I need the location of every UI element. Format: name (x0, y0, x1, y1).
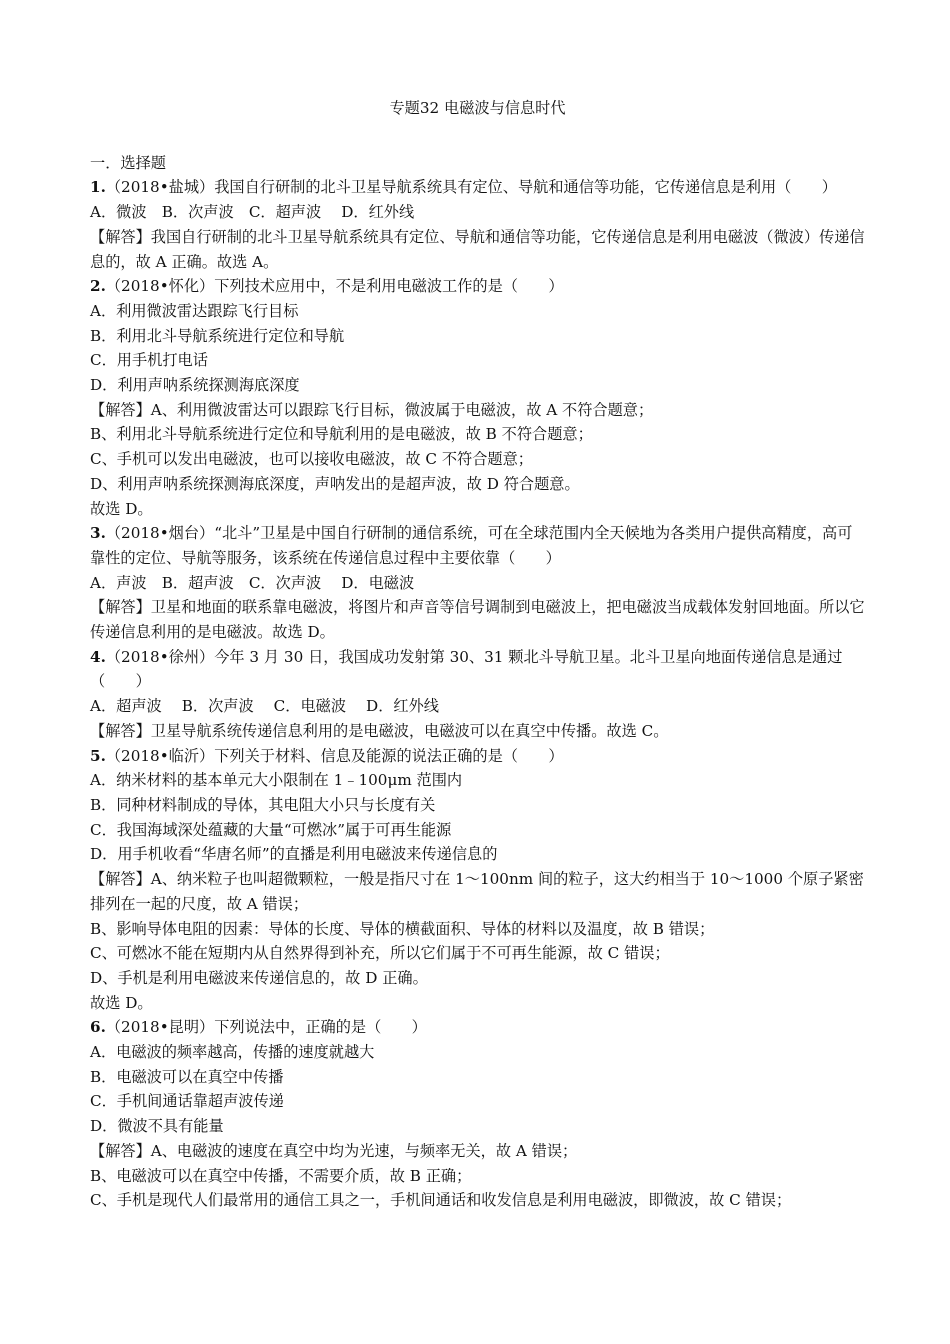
question-5-answer-c: C、可燃冰不能在短期内从自然界得到补充，所以它们属于不可再生能源，故 C 错误； (90, 944, 670, 963)
question-1-options: A．微波 B．次声波 C．超声波 D．红外线 (90, 203, 415, 222)
question-5-answer-a: 【解答】A、纳米粒子也叫超微颗粒，一般是指尺寸在 1～100nm 间的粒子，这大约相当于 10～1000 个原子紧密排列在一起的尺度，故 A 错误； (90, 870, 864, 913)
section-heading: 一．选择题 (90, 153, 166, 172)
document-title: 专题32 电磁波与信息时代 (389, 99, 566, 117)
question-1: 1.（2018•盐城）我国自行研制的北斗卫星导航系统具有定位、导航和通信等功能，它传递信息是利用（ ） (90, 178, 837, 197)
question-6-answer-a: 【解答】A、电磁波的速度在真空中均为光速，与频率无关，故 A 错误； (90, 1141, 578, 1160)
question-3: 3.（2018•烟台）“北斗”卫星是中国自行研制的通信系统，可在全球范围内全天候地为各类用户提供高精度，高可靠性的定位、导航等服务，该系统在传递信息过程中主要依靠（ ） (90, 524, 853, 567)
question-5-option-c: C．我国海域深处蕴藏的大量“可燃冰”属于可再生能源 (90, 820, 452, 839)
question-6-option-b: B．电磁波可以在真空中传播 (90, 1067, 284, 1086)
question-6-answer-b: B、电磁波可以在真空中传播，不需要介质，故 B 正确； (90, 1166, 472, 1185)
question-4-options: A．超声波 B．次声波 C．电磁波 D．红外线 (90, 697, 439, 716)
question-2-answer-b: B、利用北斗导航系统进行定位和导航利用的是电磁波，故 B 不符合题意； (90, 425, 593, 444)
question-4: 4.（2018•徐州）今年 3 月 30 日，我国成功发射第 30、31 颗北斗导航卫星。北斗卫星向地面传递信息是通过（ ） (90, 647, 843, 691)
question-5-answer-b: B、影响导体电阻的因素：导体的长度、导体的横截面积、导体的材料以及温度，故 B 错误； (90, 919, 715, 938)
question-3-answer: 【解答】卫星和地面的联系靠电磁波，将图片和声音等信号调制到电磁波上，把电磁波当成载体发射回地面。所以它传递信息利用的是电磁波。故选 D。 (90, 598, 865, 642)
question-6-option-d: D．微波不具有能量 (90, 1117, 224, 1136)
question-2-answer-a: 【解答】A、利用微波雷达可以跟踪飞行目标，微波属于电磁波，故 A 不符合题意； (90, 400, 654, 419)
question-5-answer-d: D、手机是利用电磁波来传递信息的，故 D 正确。 (90, 968, 428, 987)
question-2-option-b: B．利用北斗导航系统进行定位和导航 (90, 326, 345, 345)
question-2-option-c: C．用手机打电话 (90, 351, 208, 370)
question-2-answer-d: D、利用声呐系统探测海底深度，声呐发出的是超声波，故 D 符合题意。 (90, 474, 580, 493)
question-5: 5.（2018•临沂）下列关于材料、信息及能源的说法正确的是（ ） (90, 746, 564, 765)
question-3-options: A．声波 B．超声波 C．次声波 D．电磁波 (90, 573, 415, 592)
question-5-option-d: D．用手机收看“华唐名师”的直播是利用电磁波来传递信息的 (90, 845, 498, 864)
question-2: 2.（2018•怀化）下列技术应用中，不是利用电磁波工作的是（ ） (90, 277, 564, 296)
question-2-conclusion: 故选 D。 (90, 499, 153, 518)
question-5-option-b: B．同种材料制成的导体，其电阻大小只与长度有关 (90, 795, 436, 814)
question-6-option-c: C．手机间通话靠超声波传递 (90, 1092, 284, 1111)
question-4-answer: 【解答】卫星导航系统传递信息利用的是电磁波，电磁波可以在真空中传播。故选 C。 (90, 721, 669, 740)
question-2-option-d: D．利用声呐系统探测海底深度 (90, 376, 300, 395)
document-page (90, 96, 865, 1213)
question-1-answer: 【解答】我国自行研制的北斗卫星导航系统具有定位、导航和通信等功能，它传递信息是利用电磁波（微波）传递信息的，故 A 正确。故选 A。 (90, 227, 865, 271)
question-2-option-a: A．利用微波雷达跟踪飞行目标 (90, 301, 299, 320)
question-6-answer-c: C、手机是现代人们最常用的通信工具之一，手机间通话和收发信息是利用电磁波，即微波，故 C 错误； (90, 1191, 792, 1210)
question-6-option-a: A．电磁波的频率越高，传播的速度就越大 (90, 1043, 375, 1062)
question-5-conclusion: 故选 D。 (90, 993, 153, 1012)
question-2-answer-c: C、手机可以发出电磁波，也可以接收电磁波，故 C 不符合题意； (90, 450, 533, 469)
question-6: 6.（2018•昆明）下列说法中，正确的是（ ） (90, 1018, 427, 1037)
question-5-option-a: A．纳米材料的基本单元大小限制在 1﹣100μm 范围内 (90, 771, 463, 790)
